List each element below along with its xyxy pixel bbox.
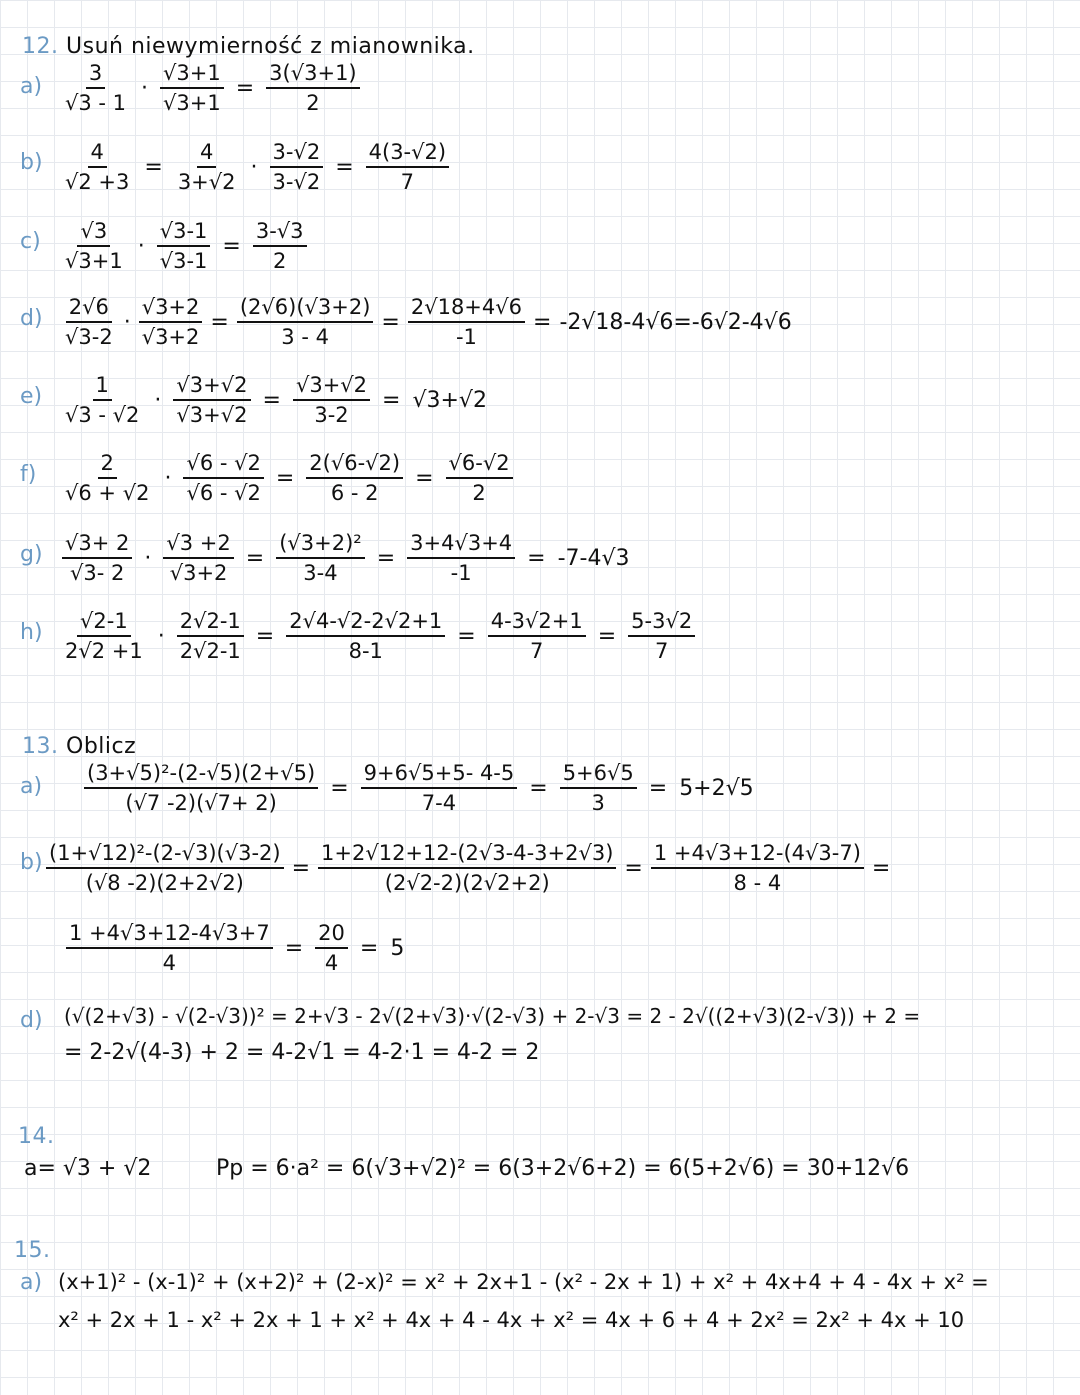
numerator: 3 [86, 62, 105, 89]
multiply-sign: · [157, 624, 165, 650]
numerator: √3 [77, 220, 110, 247]
exercise-13-d-line-1: (√(2+√3) - √(2-√3))² = 2+√3 - 2√(2+√3)·√(2-√3) + 2-√3 = 2 - 2√((2+√3)(2-√3)) + 2 = [64, 1004, 921, 1028]
equals-sign: = [457, 624, 476, 650]
denominator: √3+2 [169, 561, 228, 586]
numerator: (3+√5)²-(2-√5)(2+√5) [84, 762, 318, 789]
numerator: 1 +4√3+12-4√3+7 [66, 922, 273, 949]
fraction [66, 922, 273, 975]
exercise-15-number: 15. [14, 1238, 51, 1263]
result-expression: 5 [390, 936, 405, 962]
fraction [173, 374, 250, 427]
numerator: √6 - √2 [183, 452, 263, 479]
numerator: √3 +2 [163, 532, 233, 559]
equals-sign: = [335, 155, 354, 181]
equals-sign: = [529, 776, 548, 802]
denominator: √3-1 [159, 249, 208, 274]
numerator: 2√4-√2-2√2+1 [286, 610, 445, 637]
fraction [270, 141, 324, 194]
fraction [366, 141, 449, 194]
denominator: √3+1 [163, 91, 221, 116]
item-label: e) [20, 384, 43, 409]
denominator: √3- 2 [70, 561, 125, 586]
equals-sign: = [533, 310, 552, 336]
numerator: √3-1 [157, 220, 211, 247]
fraction [84, 762, 318, 815]
denominator: (√7 -2)(√7+ 2) [125, 791, 277, 816]
exercise-12-d-row [62, 296, 792, 349]
equals-sign: = [144, 155, 163, 181]
equals-sign: = [648, 776, 668, 802]
fraction [177, 610, 244, 663]
numerator: 3+4√3+4 [407, 532, 515, 559]
numerator: 5+6√5 [560, 762, 637, 789]
item-label: f) [20, 462, 37, 487]
denominator: 3-√2 [272, 170, 321, 195]
numerator: 2 [98, 452, 117, 479]
multiply-sign: · [164, 466, 172, 492]
fraction [237, 296, 374, 349]
numerator: 4 [88, 141, 107, 168]
numerator: 1 +4√3+12-(4√3-7) [651, 842, 864, 869]
fraction [253, 220, 307, 273]
equals-sign: = [381, 310, 400, 336]
denominator: 3-4 [303, 561, 338, 586]
fraction [46, 842, 284, 895]
fraction [560, 762, 637, 815]
exercise-14-a: a= √3 + √2 [24, 1156, 152, 1181]
denominator: 3+√2 [177, 170, 236, 195]
denominator: √3 - 1 [65, 91, 127, 116]
denominator: 7 [530, 639, 544, 664]
fraction [175, 141, 239, 194]
exercise-14-surface-area: Pp = 6·a² = 6(√3+√2)² = 6(3+2√6+2) = 6(5+2√6) = 30+12√6 [216, 1156, 910, 1181]
fraction [62, 141, 132, 194]
fraction [160, 62, 224, 115]
denominator: √2 +3 [65, 170, 130, 195]
equals-sign: = [382, 388, 401, 414]
exercise-12-h-row [62, 610, 695, 663]
fraction [651, 842, 864, 895]
equals-sign: = [330, 776, 349, 802]
numerator: 1 [93, 374, 112, 401]
item-label: a) [20, 74, 43, 99]
multiply-sign: · [141, 76, 149, 102]
item-label: d) [20, 306, 43, 331]
exercise-15-a-line-2: x² + 2x + 1 - x² + 2x + 1 + x² + 4x + 4 - 4x + x² = 4x + 6 + 4 + 2x² = 2x² + 4x + 10 [58, 1308, 965, 1332]
exercise-13-number: 13. [22, 734, 59, 759]
exercise-12-heading [22, 34, 475, 59]
equals-sign: = [210, 310, 229, 336]
numerator: √3+ 2 [62, 532, 132, 559]
equals-sign: = [376, 546, 396, 572]
exercise-13-d-line-2: = 2-2√(4-3) + 2 = 4-2√1 = 4-2·1 = 4-2 = 2 [64, 1040, 540, 1065]
numerator: 3-√3 [253, 220, 307, 247]
numerator: √6-√2 [446, 452, 513, 479]
result-expression: -2√18-4√6=-6√2-4√6 [559, 310, 792, 336]
exercise-14-number: 14. [18, 1124, 55, 1149]
denominator: 4 [162, 951, 177, 976]
denominator: 2 [472, 481, 486, 506]
numerator: 3(√3+1) [266, 62, 359, 89]
exercise-14-heading [18, 1124, 55, 1149]
numerator: 2√6 [66, 296, 112, 323]
fraction [157, 220, 211, 273]
fraction [139, 296, 203, 349]
exercise-12-number: 12. [22, 34, 59, 59]
numerator: √3+√2 [173, 374, 250, 401]
equals-sign: = [527, 546, 546, 572]
item-label: g) [20, 542, 43, 567]
denominator: 6 - 2 [330, 481, 379, 506]
denominator: √3+√2 [176, 403, 248, 428]
multiply-sign: · [144, 546, 152, 572]
denominator: -1 [450, 561, 472, 586]
fraction [163, 532, 233, 585]
item-label: a) [20, 774, 43, 799]
exercise-12-title: Usuń niewymierność z mianownika. [66, 34, 475, 59]
numerator: (√3+2)² [276, 532, 365, 559]
equals-sign: = [255, 624, 275, 650]
equals-sign: = [597, 624, 617, 650]
exercise-15-a-line-1: (x+1)² - (x-1)² + (x+2)² + (2-x)² = x² + 2x+1 - (x² - 2x + 1) + x² + 4x+4 + 4 - 4x + x² = [58, 1270, 989, 1294]
exercise-13-heading [22, 734, 136, 759]
item-label: b) [20, 150, 43, 175]
numerator: 20 [315, 922, 348, 949]
denominator: 3-2 [314, 403, 349, 428]
fraction [407, 532, 515, 585]
numerator: 2(√6-√2) [306, 452, 403, 479]
exercise-13-a-row [84, 762, 754, 815]
fraction [62, 532, 132, 585]
item-label: d) [20, 1008, 43, 1033]
numerator: √2-1 [77, 610, 131, 637]
fraction [306, 452, 403, 505]
fraction [62, 374, 142, 427]
denominator: (√8 -2)(2+2√2) [85, 871, 244, 896]
denominator: 7-4 [421, 791, 457, 816]
denominator: √3+2 [141, 325, 200, 350]
multiply-sign: · [250, 155, 258, 181]
fraction [286, 610, 445, 663]
fraction [266, 62, 359, 115]
denominator: 7 [655, 639, 669, 664]
fraction [628, 610, 695, 663]
denominator: (2√2-2)(2√2+2) [384, 871, 550, 896]
equals-sign: = [262, 388, 281, 414]
numerator: 4 [197, 141, 216, 168]
exercise-12-e-row [62, 374, 487, 427]
equals-sign: = [871, 856, 891, 882]
denominator: 4 [324, 951, 339, 976]
equals-sign: = [415, 466, 434, 492]
numerator: √3+2 [139, 296, 203, 323]
denominator: 2 [306, 91, 320, 116]
denominator: 3 - 4 [281, 325, 329, 350]
exercise-13-b-row [46, 842, 890, 895]
fraction [62, 610, 146, 663]
exercise-12-c-row [62, 220, 307, 273]
fraction [446, 452, 513, 505]
denominator: √3+1 [65, 249, 123, 274]
item-label: b) [20, 850, 43, 875]
exercise-15-heading [14, 1238, 51, 1263]
exercise-12-f-row [62, 452, 513, 505]
item-label: h) [20, 620, 43, 645]
denominator: 2√2 +1 [65, 639, 143, 664]
equals-sign: = [284, 936, 304, 962]
fraction [318, 842, 616, 895]
denominator: 7 [400, 170, 415, 195]
denominator: √3 - √2 [65, 403, 140, 428]
fraction [62, 452, 152, 505]
numerator: 4(3-√2) [366, 141, 449, 168]
fraction [361, 762, 518, 815]
fraction [315, 922, 348, 975]
numerator: (2√6)(√3+2) [237, 296, 374, 323]
denominator: √6 + √2 [65, 481, 150, 506]
exercise-13-title: Oblicz [66, 734, 137, 759]
denominator: √6 - √2 [186, 481, 261, 506]
fraction [183, 452, 263, 505]
equals-sign: = [235, 76, 255, 102]
equals-sign: = [291, 856, 311, 882]
numerator: 1+2√12+12-(2√3-4-3+2√3) [318, 842, 616, 869]
numerator: √3+√2 [293, 374, 370, 401]
denominator: -1 [455, 325, 477, 350]
numerator: √3+1 [160, 62, 224, 89]
numerator: (1+√12)²-(2-√3)(√3-2) [46, 842, 284, 869]
fraction [62, 220, 126, 273]
numerator: 2√2-1 [177, 610, 244, 637]
numerator: 5-3√2 [628, 610, 695, 637]
fraction [293, 374, 370, 427]
result-expression: √3+√2 [412, 388, 487, 414]
equals-sign: = [222, 234, 241, 260]
equals-sign: = [245, 546, 265, 572]
item-label: c) [20, 229, 41, 254]
result-expression: -7-4√3 [557, 546, 630, 572]
numerator: 3-√2 [270, 141, 324, 168]
denominator: √3-2 [65, 325, 113, 350]
fraction [62, 296, 116, 349]
denominator: 2 [272, 249, 287, 274]
item-label: a) [20, 1270, 43, 1295]
denominator: 2√2-1 [179, 639, 241, 664]
denominator: 3 [591, 791, 605, 816]
fraction [488, 610, 586, 663]
denominator: 8 - 4 [733, 871, 782, 896]
fraction [276, 532, 365, 585]
result-expression: 5+2√5 [679, 776, 754, 802]
numerator: 4-3√2+1 [488, 610, 586, 637]
equals-sign: = [624, 856, 643, 882]
exercise-12-b-row [62, 141, 449, 194]
multiply-sign: · [137, 234, 145, 260]
equals-sign: = [359, 936, 379, 962]
multiply-sign: · [123, 310, 131, 336]
fraction [408, 296, 525, 349]
numerator: 2√18+4√6 [408, 296, 525, 323]
numerator: 9+6√5+5- 4-5 [361, 762, 518, 789]
exercise-12-g-row [62, 532, 630, 585]
exercise-12-a-row [62, 62, 360, 115]
multiply-sign: · [154, 388, 162, 414]
denominator: 8-1 [348, 639, 383, 664]
exercise-13-b-continuation [66, 922, 404, 975]
fraction [62, 62, 129, 115]
equals-sign: = [275, 466, 295, 492]
